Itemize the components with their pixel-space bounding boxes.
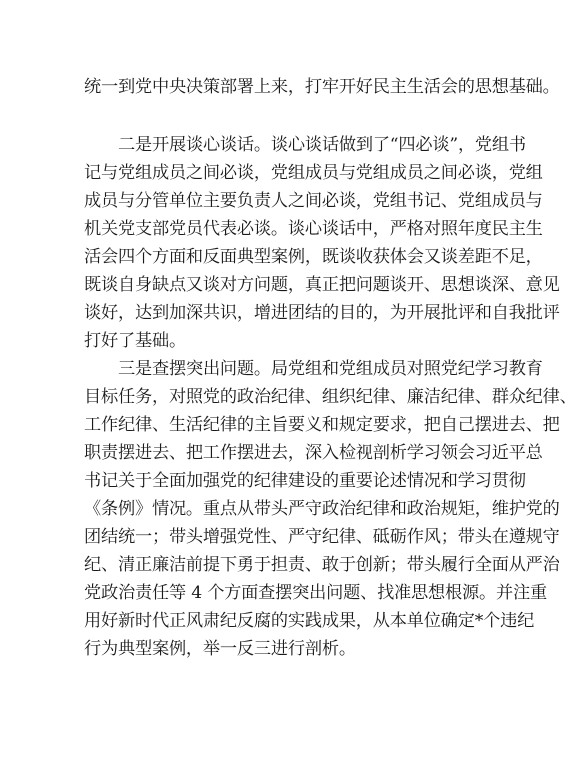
text-line: 记与党组成员之间必谈，党组成员与党组成员之间必谈，党组 [84,163,543,183]
text-line: 机关党支部党员代表必谈。谈心谈话中，严格对照年度民主生 [84,219,543,239]
text-line: 既谈自身缺点又谈对方问题，真正把问题谈开、思想谈深、意见 [84,275,560,295]
text-line: 职责摆进去、把工作摆进去，深入检视剖析学习领会习近平总 [84,443,543,463]
text-line: 打好了基础。 [84,331,186,351]
text-line: 《条例》情况。重点从带头严守政治纪律和政治规矩，维护党的 [84,499,560,519]
text-line: 谈好，达到加深共识，增进团结的目的，为开展批评和自我批评 [84,303,560,323]
text-line: 统一到党中央决策部署上来，打牢开好民主生活会的思想基础。 [84,77,560,97]
text-line: 书记关于全面加强党的纪律建设的重要论述情况和学习贯彻 [84,471,526,491]
text-line: 纪、清正廉洁前提下勇于担责、敢于创新；带头履行全面从严治 [84,555,560,575]
text-line: 团结统一；带头增强党性、严守纪律、砥砺作风；带头在遵规守 [84,527,560,547]
text-line: 二是开展谈心谈话。谈心谈话做到了“四必谈”，党组书 [118,135,526,155]
text-line: 用好新时代正风肃纪反腐的实践成果，从本单位确定*个违纪 [84,611,535,631]
text-line: 目标任务，对照党的政治纪律、组织纪律、廉洁纪律、群众纪律、 [84,387,577,407]
text-line: 党政治责任等 4 个方面查摆突出问题、找准思想根源。并注重 [84,583,547,603]
text-line: 活会四个方面和反面典型案例，既谈收获体会又谈差距不足， [84,247,543,267]
text-line: 成员与分管单位主要负责人之间必谈，党组书记、党组成员与 [84,191,543,211]
text-line: 工作纪律、生活纪律的主旨要义和规定要求，把自己摆进去、把 [84,415,560,435]
text-line: 三是查摆突出问题。局党组和党组成员对照党纪学习教育 [118,359,543,379]
text-line: 行为典型案例，举一反三进行剖析。 [84,639,356,659]
